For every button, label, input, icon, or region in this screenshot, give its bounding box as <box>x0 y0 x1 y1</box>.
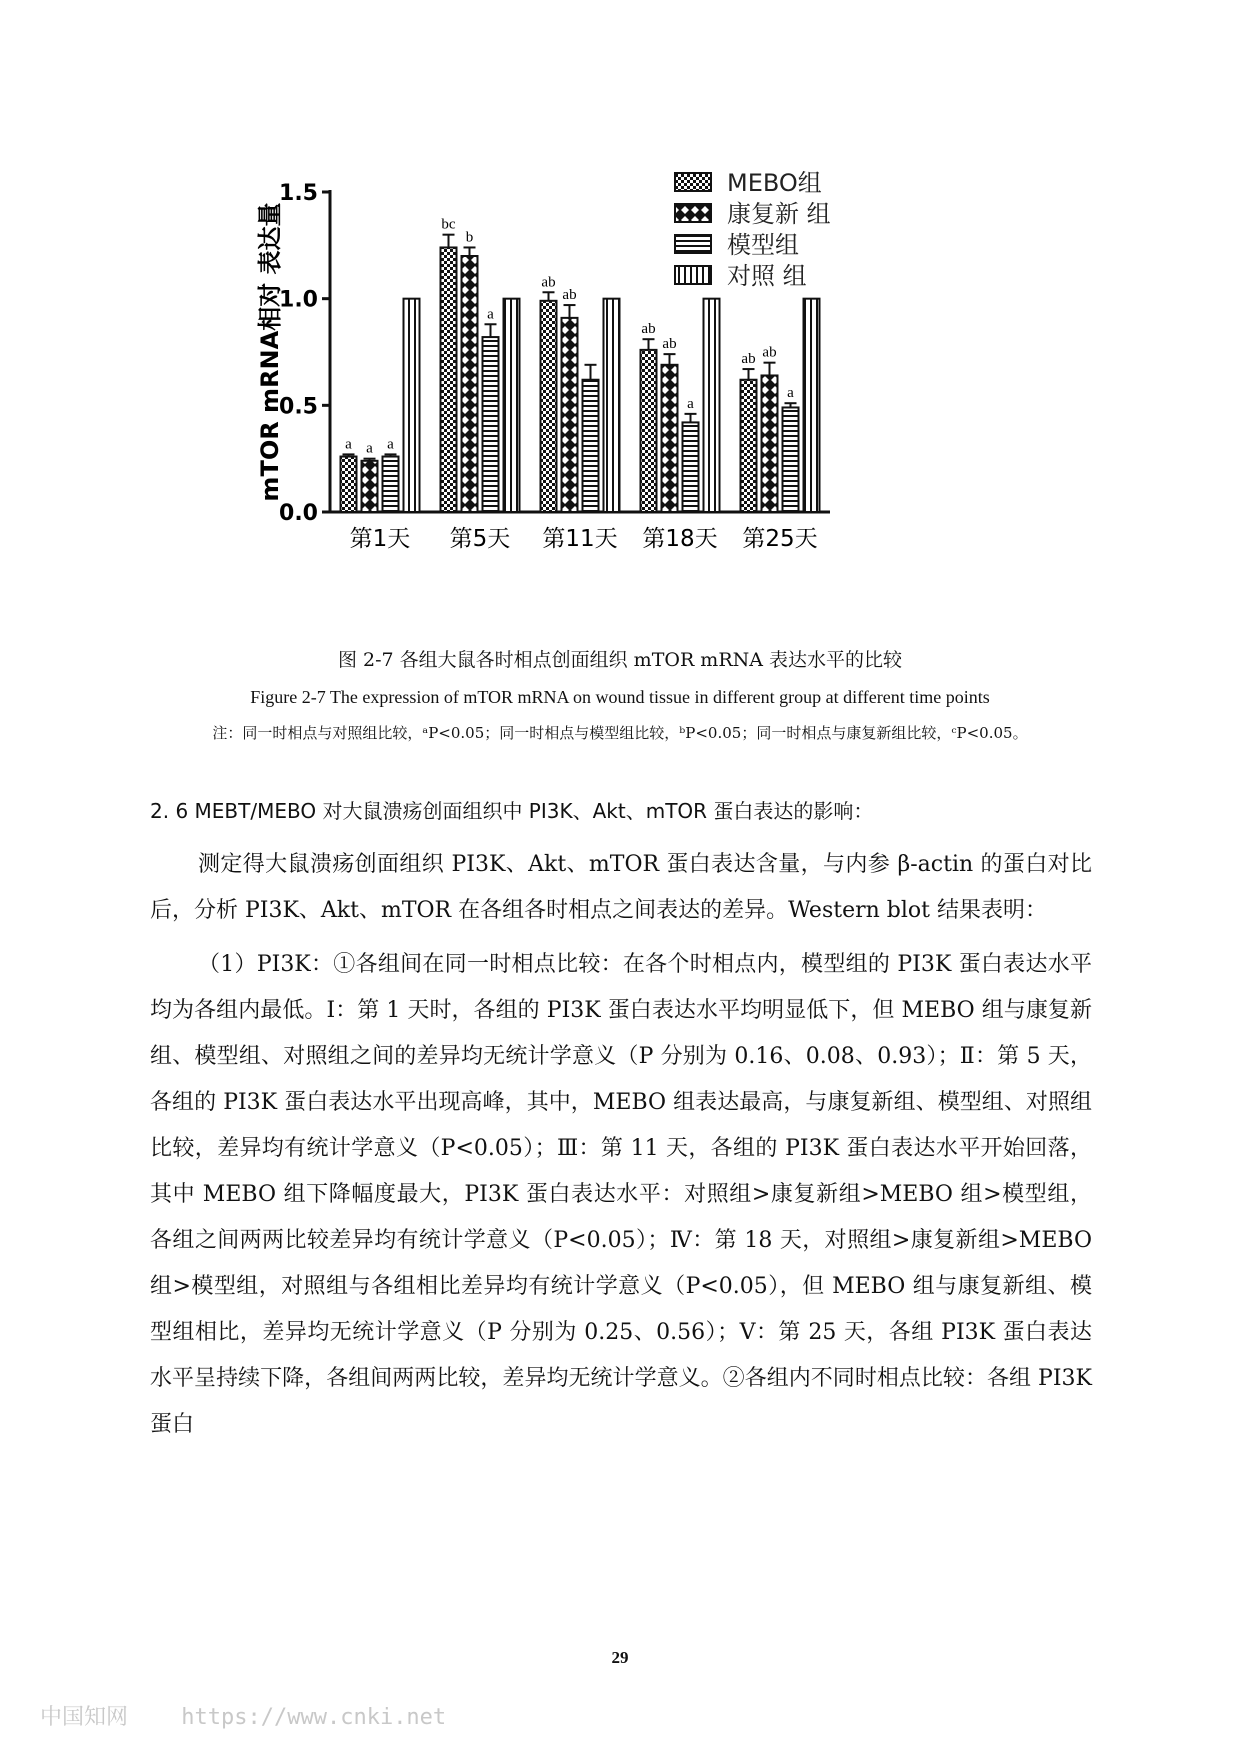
bar <box>341 457 357 512</box>
figure-caption-cn: 图 2-7 各组大鼠各时相点创面组织 mTOR mRNA 表达水平的比较 <box>337 649 903 671</box>
significance-label: a <box>787 385 794 402</box>
bar <box>604 299 620 512</box>
significance-label: ab <box>541 274 556 291</box>
paragraph: 测定得大鼠溃疡创面组织 PI3K、Akt、mTOR 蛋白表达含量，与内参 β-actin 的蛋白对比后，分析 PI3K、Akt、mTOR 在各组各时相点之间表达的差异。Western blot 结果表明： <box>150 852 1092 923</box>
legend-label: MEBO组 <box>727 169 822 197</box>
bar <box>704 299 720 512</box>
bar <box>404 299 420 512</box>
y-axis-label: mTOR mRNA相对 表达量 <box>256 202 284 502</box>
legend-label: 模型组 <box>727 231 799 259</box>
x-tick-label: 第5天 <box>449 526 511 552</box>
significance-label: ab <box>562 287 577 304</box>
y-tick-label: 0.5 <box>279 394 318 420</box>
bar <box>483 337 499 512</box>
significance-label: ab <box>662 336 677 353</box>
paragraph: （1）PI3K：①各组间在同一时相点比较：在各个时相点内，模型组的 PI3K 蛋白表达水平均为各组内最低。Ⅰ：第 1 天时，各组的 PI3K 蛋白表达水平均明显低下，但 MEBO 组与康复新组、模型组、对照组之间的差异均无统计学意义（P 分别为 0.16、0.08、0.93）；Ⅱ：第 5 天，各组的 PI3K 蛋白表达水平出现高峰，其中，MEBO 组表达最高，与康复新组、模型组、对照组比较，差异均有统计学意义（P<0.05）；Ⅲ：第 11 天，各组的 PI3K 蛋白表达水平开始回落，其中 MEBO 组下降幅度最大，PI3K 蛋白表达水平：对照组>康复新组>MEBO 组>模型组，各组之间两两比较差异均有统计学意义（P<0.05）；Ⅳ：第 18 天，对照组>康复新组>MEBO 组>模型组，对照组与各组相比差异均有统计学意义（P<0.05），但 MEBO 组与康复新组、模型组相比，差异均无统计学意义（P 分别为 0.25、0.56）；Ⅴ：第 25 天，各组 PI3K 蛋白表达水平呈持续下降，各组间两两比较，差异均无统计学意义。②各组内不同时相点比较：各组 PI3K 蛋白 <box>150 952 1092 1437</box>
body-text <box>150 842 1092 1456</box>
bar <box>383 457 399 512</box>
cnki-watermark <box>40 1700 446 1731</box>
significance-label: bc <box>441 216 456 233</box>
watermark-cn: 中国知网 <box>40 1705 129 1730</box>
bar <box>683 422 699 512</box>
x-tick-label: 第18天 <box>642 526 718 552</box>
bar <box>583 380 599 512</box>
significance-label: ab <box>741 351 756 368</box>
bar <box>441 247 457 512</box>
significance-label: ab <box>641 321 656 338</box>
bar <box>462 256 478 512</box>
mtor-bar-chart <box>256 165 970 635</box>
legend-swatch <box>675 266 711 284</box>
x-tick-label: 第25天 <box>742 526 818 552</box>
legend-swatch <box>675 173 711 191</box>
bar <box>804 299 820 512</box>
significance-label: a <box>687 395 694 412</box>
bar <box>762 375 778 512</box>
significance-label: a <box>387 436 394 453</box>
figure-note: 注：同一时相点与对照组比较，ᵃP<0.05；同一时相点与模型组比较，ᵇP<0.05；同一时相点与康复新组比较，ᶜP<0.05。 <box>212 724 1028 742</box>
bar <box>741 380 757 512</box>
legend-swatch <box>675 204 711 222</box>
significance-label: ab <box>762 344 777 361</box>
page-number: 29 <box>611 1648 629 1667</box>
x-tick-label: 第1天 <box>349 526 411 552</box>
x-tick-label: 第11天 <box>542 526 618 552</box>
y-tick-label: 1.0 <box>279 287 318 313</box>
significance-label: a <box>345 436 352 453</box>
section-heading: 2. 6 MEBT/MEBO 对大鼠溃疡创面组织中 PI3K、Akt、mTOR 蛋白表达的影响： <box>150 799 874 823</box>
legend-label: 康复新 组 <box>727 200 831 228</box>
figure-caption-en: Figure 2-7 The expression of mTOR mRNA on wound tissue in different group at different time points <box>250 687 990 707</box>
significance-label: a <box>366 440 373 457</box>
bar <box>541 301 557 512</box>
significance-label: b <box>465 229 474 246</box>
watermark-url: https://www.cnki.net <box>181 1705 447 1730</box>
bar <box>641 350 657 512</box>
bar <box>562 318 578 512</box>
bar <box>783 407 799 512</box>
significance-label: a <box>487 306 494 323</box>
y-tick-label: 1.5 <box>279 181 318 206</box>
bar <box>504 299 520 512</box>
y-tick-label: 0.0 <box>279 501 318 526</box>
bar <box>362 461 378 512</box>
legend-swatch <box>675 235 711 253</box>
legend-label: 对照 组 <box>727 262 807 290</box>
bar <box>662 365 678 512</box>
